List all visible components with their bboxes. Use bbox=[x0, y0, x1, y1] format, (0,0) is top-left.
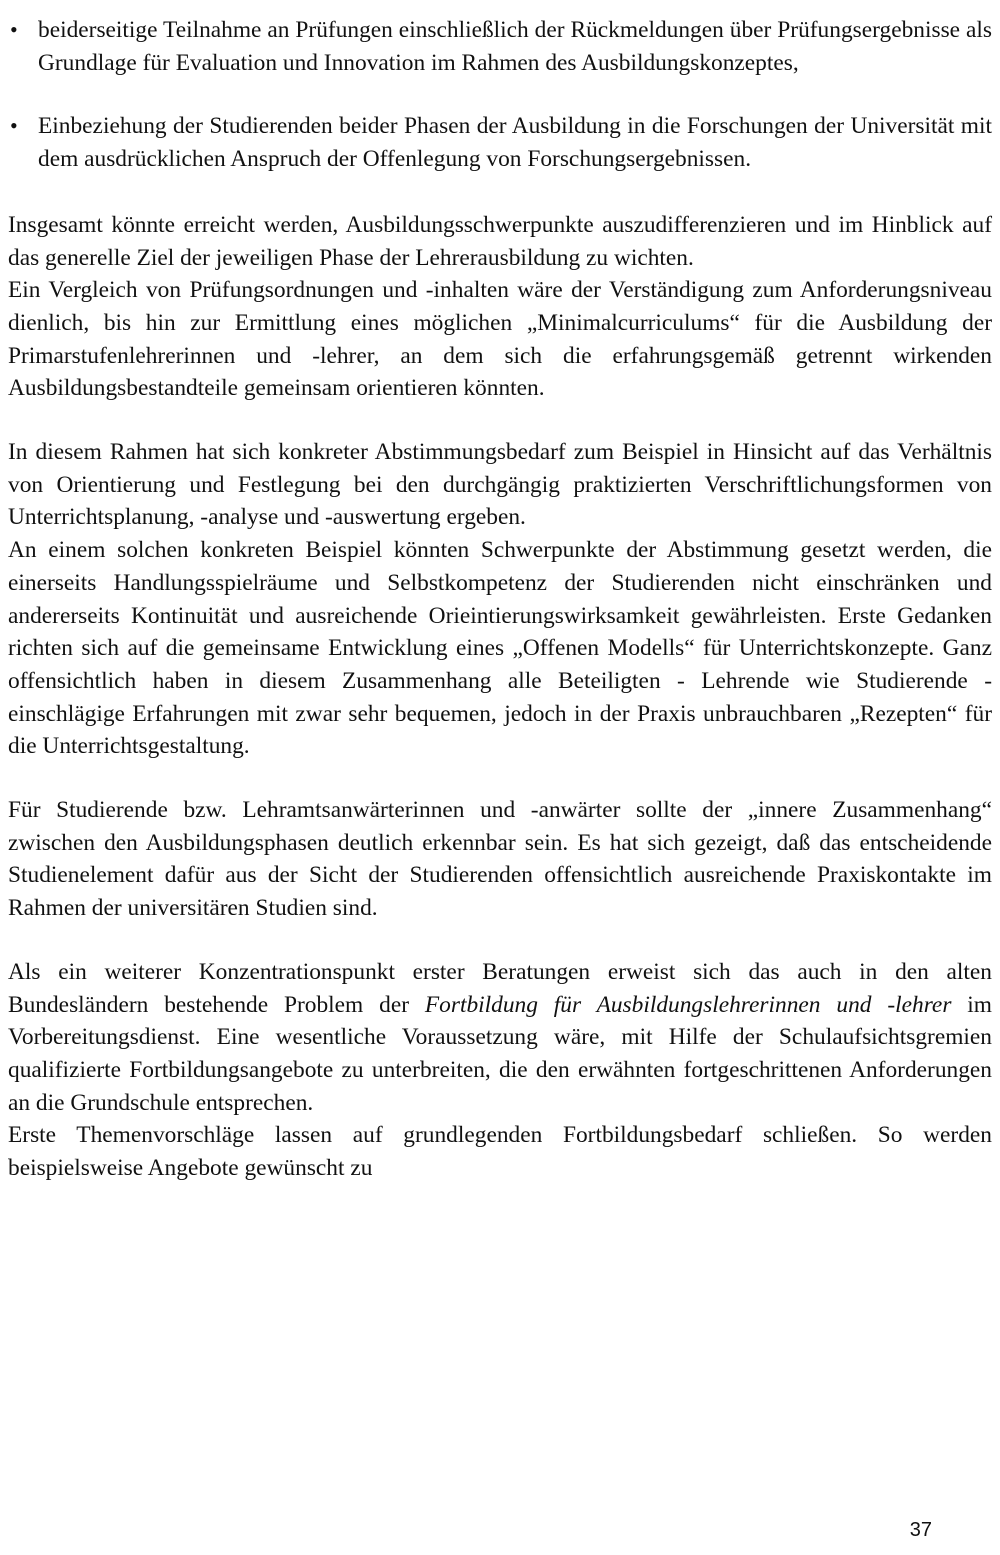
bullet-icon: • bbox=[10, 113, 18, 139]
paragraph-exam-comparison: Ein Vergleich von Prüfungsordnungen und -inhalten wäre der Verständigung zum Anforderungsniveau dienlich, bis hin zur Ermittlung eines möglichen „Minimalcurriculums“ für die Ausbildung der Primarstufenlehrerinnen und -lehrer, an dem sich die erfahrungsgemäß getrennt wirkenden Ausbildungsbestandteile gemeinsam orientieren könnten. bbox=[8, 277, 992, 402]
paragraph-further-training-end: im Vorbereitungsdienst. Eine wesentliche Voraussetzung wäre, mit Hilfe der Schulaufsichtsgremien qualifizierte Fortbildungsangebote zu unterbreiten, die den erwähnten fortgeschrittenen Anforderungen an die Grundschule entsprechen. bbox=[8, 991, 992, 1116]
paragraph-summary: Insgesamt könnte erreicht werden, Ausbildungsschwerpunkte auszudifferenzieren und im Hinblick auf das generelle Ziel der jeweiligen Phase der Lehrerausbildung zu wichten. bbox=[8, 211, 992, 271]
bullet-icon: • bbox=[10, 17, 18, 42]
bullet-text-exams: beiderseitige Teilnahme an Prüfungen einschließlich der Rückmeldungen über Prüfungsergebnisse als Grundlage für Evaluation und Innovation im Rahmen des Ausbildungskonzeptes, bbox=[38, 17, 992, 76]
page-number: 37 bbox=[909, 1519, 932, 1541]
list-item bbox=[8, 110, 992, 175]
bullet-list bbox=[8, 14, 992, 176]
paragraph-further-training bbox=[8, 956, 992, 1120]
paragraph-students-context: Für Studierende bzw. Lehramtsanwärterinnen und -anwärter sollte der „innere Zusammenhang“ zwischen den Ausbildungsphasen deutlich erkennbar sein. Es hat sich gezeigt, daß das entscheidende Studienelement dafür aus der Sicht der Studierenden offensichtlich ausreichende Praxiskontakte im Rahmen der universitären Studien sind. bbox=[8, 797, 992, 922]
paragraph-further-training-start: Als ein weiterer Konzentrationspunkt erster Beratungen erweist sich das auch in den alten Bundesländern bestehende Problem der bbox=[8, 958, 992, 1018]
paragraph-open-model: An einem solchen konkreten Beispiel könnten Schwerpunkte der Abstimmung gesetzt werden, die einerseits Handlungsspielräume und Selbstkompetenz der Studierenden nicht einschränken und andererseits Kontinuität und ausreichende Orieintierungswirksamkeit gewährleisten. Erste Gedanken richten sich auf die gemeinsame Entwicklung eines „Offenen Modells“ für Unterrichtskonzepte. Ganz offensichtlich haben in diesem Zusammenhang alle Beteiligten - Lehrende wie Studierende - einschlägige Erfahrungen mit zwar sehr bequemen, jedoch in der Praxis unbrauchbaren „Rezepten“ für die Unterrichtsgestaltung. bbox=[8, 537, 992, 760]
bullet-text-research: Einbeziehung der Studierenden beider Phasen der Ausbildung in die Forschungen der Universität mit dem ausdrücklichen Anspruch der Offenlegung von Forschungsergebnissen. bbox=[38, 113, 992, 173]
list-item bbox=[8, 14, 992, 79]
paragraph-topic-suggestions: Erste Themenvorschläge lassen auf grundlegenden Fortbildungsbedarf schließen. So werden beispielsweise Angebote gewünscht zu bbox=[8, 1122, 992, 1182]
paragraph-coordination-need: In diesem Rahmen hat sich konkreter Abstimmungsbedarf zum Beispiel in Hinsicht auf das Verhältnis von Orientierung und Festlegung bei den durchgängig praktizierten Verschriftlichungsformen von Unterrichtsplanung, -analyse und -auswertung ergeben. bbox=[8, 439, 992, 531]
emphasis-training-teachers: Fortbildung für Ausbildungslehrerinnen und -lehrer bbox=[424, 991, 952, 1018]
